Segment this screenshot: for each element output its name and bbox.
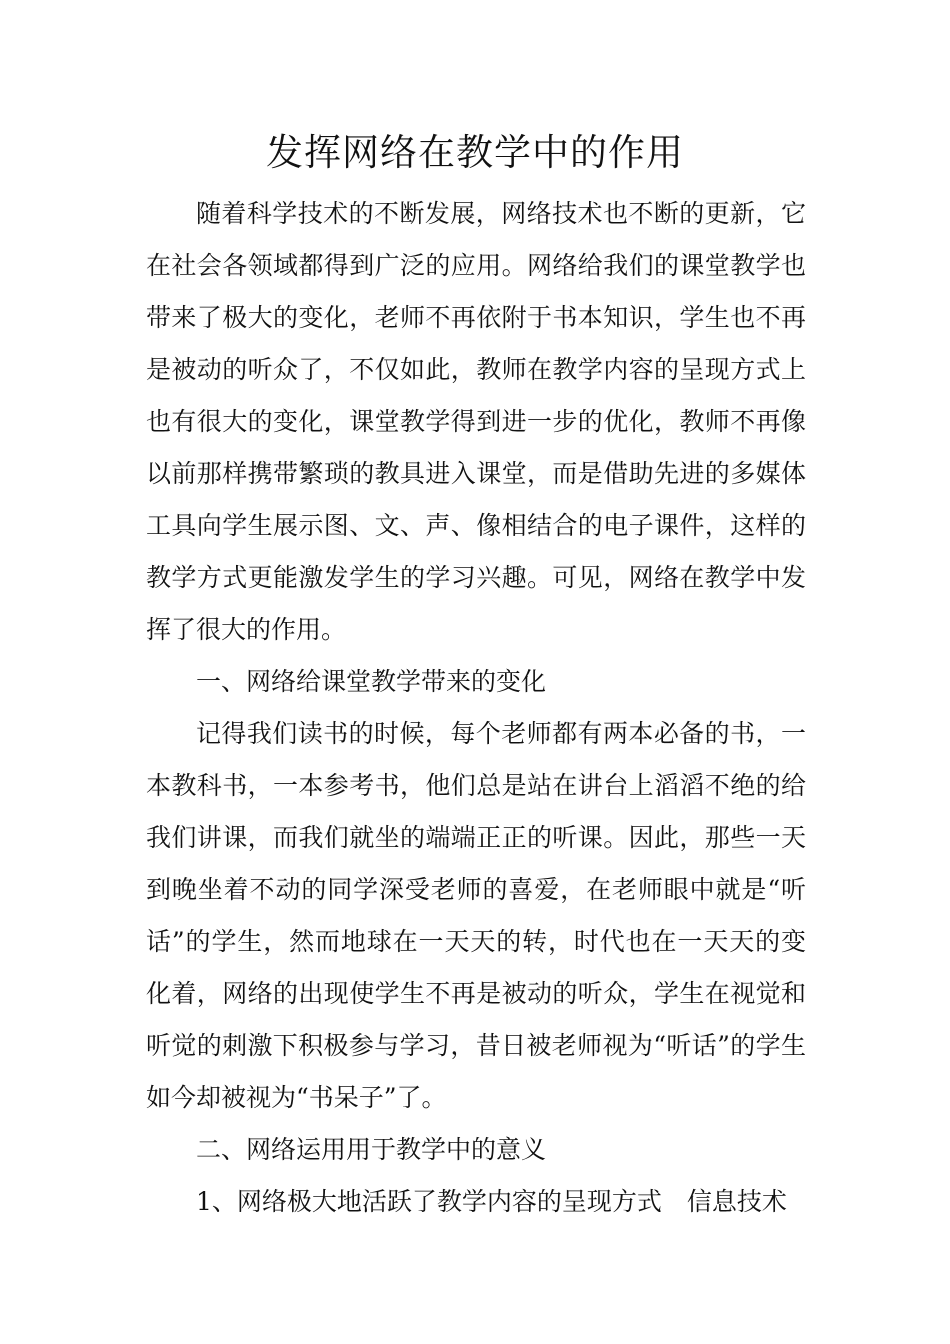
paragraph-intro: 随着科学技术的不断发展，网络技术也不断的更新，它在社会各领域都得到广泛的应用。网络给我们的课堂教学也带来了极大的变化，老师不再依附于书本知识，学生也不再是被动的听众了，不仅如此，教师在教学内容的呈现方式上也有很大的变化，课堂教学得到进一步的优化，教师不再像以前那样携带繁琐的教具进入课堂，而是借助先进的多媒体工具向学生展示图、文、声、像相结合的电子课件，这样的教学方式更能激发学生的学习兴趣。可见，网络在教学中发挥了很大的作用。	[146, 199, 806, 644]
document-body	[146, 188, 806, 1228]
paragraph-section-2-item-1: 1、网络极大地活跃了教学内容的呈现方式 信息技术	[196, 1187, 787, 1216]
document-title: 发挥网络在教学中的作用	[266, 131, 684, 174]
section-heading-2: 二、网络运用用于教学中的意义	[196, 1135, 547, 1164]
section-heading-1: 一、网络给课堂教学带来的变化	[196, 667, 547, 696]
paragraph-section-1: 记得我们读书的时候，每个老师都有两本必备的书，一本教科书，一本参考书，他们总是站在讲台上滔滔不绝的给我们讲课，而我们就坐的端端正正的听课。因此，那些一天到晚坐着不动的同学深受老师的喜爱，在老师眼中就是“听话”的学生，然而地球在一天天的转，时代也在一天天的变化着，网络的出现使学生不再是被动的听众，学生在视觉和听觉的刺激下积极参与学习，昔日被老师视为“听话”的学生如今却被视为“书呆子”了。	[146, 719, 806, 1112]
